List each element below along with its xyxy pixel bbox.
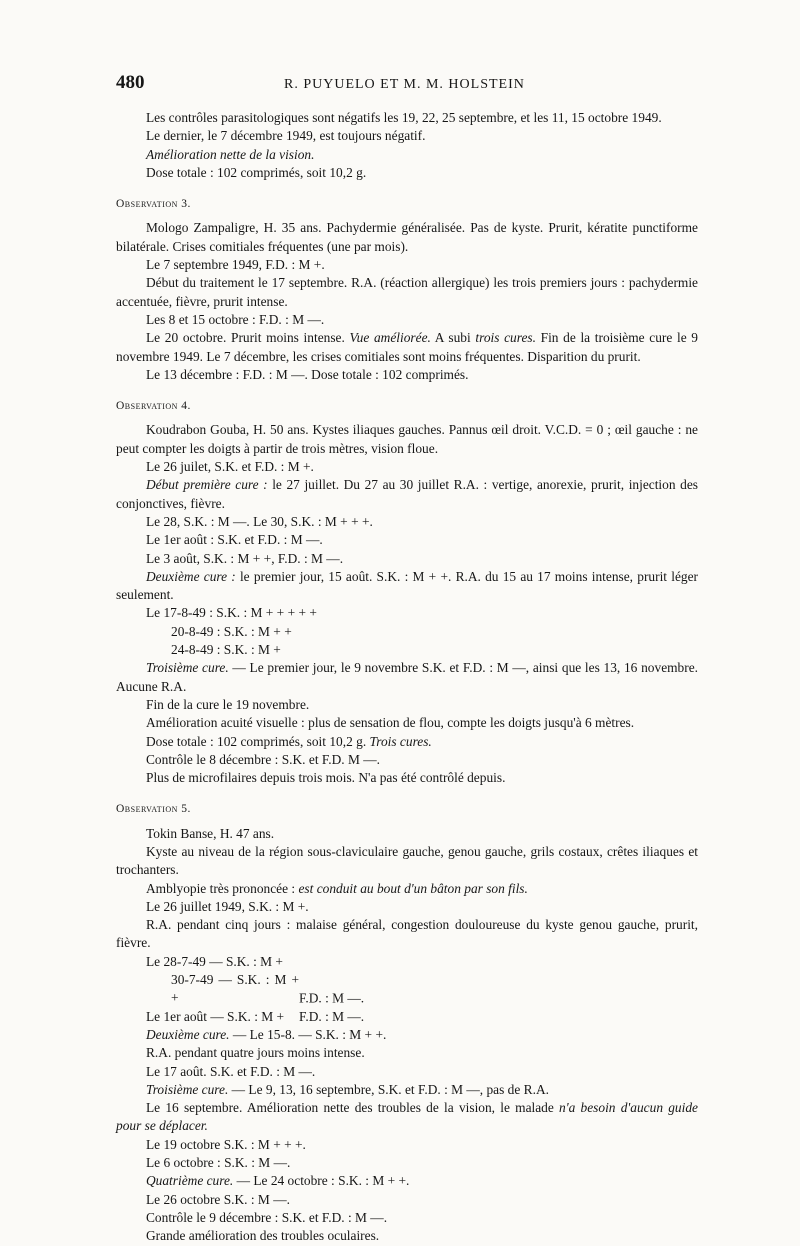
paragraph: [116, 1172, 698, 1190]
text-run: Amblyopie très prononcée :: [146, 880, 299, 896]
text-run: Observation 4.: [116, 400, 191, 413]
result-line: 20-8-49 : S.K. : M + +: [171, 623, 292, 639]
result-line: Le 28-7-49 — S.K. : M +: [146, 953, 283, 969]
italic-text: Troisième cure.: [146, 1081, 229, 1097]
paragraph: Le 28, S.K. : M —. Le 30, S.K. : M + + +.: [146, 513, 373, 529]
paragraph: Le 17 août. S.K. et F.D. : M —.: [146, 1063, 316, 1079]
paragraph: Fin de la cure le 19 novembre.: [146, 696, 310, 712]
italic-text: Deuxième cure.: [146, 1026, 230, 1042]
result-line: [116, 971, 698, 1008]
paragraph: Le 26 juillet 1949, S.K. : M +.: [146, 898, 309, 914]
paragraph: Le 19 octobre S.K. : M + + +.: [146, 1136, 306, 1152]
paragraph: Le 26 juilet, S.K. et F.D. : M +.: [146, 459, 314, 475]
italic-text: n'a besoin d'aucun guide pour se déplacer.: [116, 1100, 698, 1134]
paragraph: R.A. pendant quatre jours moins intense.: [146, 1045, 365, 1061]
paragraph: [116, 1081, 698, 1099]
paragraph: Koudrabon Gouba, H. 50 ans. Kystes iliaques gauches. Pannus œil droit. V.C.D. = 0 ; œil gauche : ne peut compter les doigts à partir de trois mètres, vision floue.: [116, 422, 698, 456]
italic-text: Amélioration nette de la vision.: [146, 146, 315, 162]
text-run: Le 1er août — S.K. : M +: [146, 1008, 285, 1024]
italic-text: Trois cures.: [369, 733, 432, 749]
paragraph: [116, 1099, 698, 1136]
paragraph: Le 26 octobre S.K. : M —.: [146, 1191, 290, 1207]
paragraph: Le 3 août, S.K. : M + +, F.D. : M —.: [146, 550, 344, 566]
italic-text: est conduit au bout d'un bâton par son fils.: [298, 880, 528, 896]
paragraph: Les contrôles parasitologiques sont négatifs les 19, 22, 25 septembre, et les 11, 15 octobre 1949.: [146, 110, 662, 125]
text-run: — Le premier jour, le 9 novembre S.K. et F.D. : M —, ainsi que les 13, 16 novembre. Aucune R.A.: [116, 660, 698, 694]
paragraph: Grande amélioration des troubles oculaires.: [146, 1228, 380, 1244]
text-run: Fin de la troisième cure le 9 novembre 1949. Le 7 décembre, les crises comitiales sont moins fréquentes. Disparition du prurit.: [116, 330, 698, 364]
text-run: le 27 juillet. Du 27 au 30 juillet R.A. : vertige, anorexie, prurit, injection des conjonctives, fièvre.: [116, 477, 698, 511]
result-line: [116, 1008, 698, 1026]
text-run: Le 16 septembre. Amélioration nette des troubles de la vision, le malade: [146, 1100, 560, 1116]
page-number: 480: [116, 72, 145, 93]
paragraph: [116, 329, 698, 366]
paragraph: Début du traitement le 17 septembre. R.A. (réaction allergique) les trois premiers jours : pachydermie accentuée, fièvre, prurit intense.: [116, 275, 698, 309]
paragraph: Le 6 octobre : S.K. : M —.: [146, 1155, 291, 1171]
running-title: R. PUYUELO ET M. M. HOLSTEIN: [284, 77, 525, 92]
text-run: Observation 5.: [116, 803, 191, 816]
result-line: 24-8-49 : S.K. : M +: [171, 642, 281, 658]
paragraph: Le 1er août : S.K. et F.D. : M —.: [146, 532, 323, 548]
italic-text: Vue améliorée.: [349, 330, 431, 346]
result-line: Le 17-8-49 : S.K. : M + + + + +: [146, 605, 317, 621]
text-run: — Le 24 octobre : S.K. : M + +.: [233, 1173, 410, 1189]
paragraph: [116, 476, 698, 513]
text-run: le premier jour, 15 août. S.K. : M + +. R.A. du 15 au 17 moins intense, prurit léger seulement.: [116, 568, 698, 603]
paragraph: Le 7 septembre 1949, F.D. : M +.: [146, 257, 325, 273]
paragraph: Le dernier, le 7 décembre 1949, est toujours négatif.: [146, 128, 426, 144]
section-heading-observation-4: [116, 397, 698, 415]
italic-text: Troisième cure.: [146, 660, 229, 676]
italic-text: Deuxième cure :: [146, 568, 236, 584]
text-run: F.D. : M —.: [299, 1008, 365, 1024]
italic-text: trois cures.: [475, 330, 536, 346]
paragraph: [116, 733, 698, 751]
text-run: Observation 3.: [116, 198, 191, 211]
paragraph: [116, 146, 698, 164]
italic-text: Début première cure :: [146, 477, 268, 493]
paragraph: Mologo Zampaligre, H. 35 ans. Pachydermie généralisée. Pas de kyste. Prurit, kératite punctiforme bilatérale. Crises comitiales fréquentes (une par mois).: [116, 220, 698, 254]
paragraph: Contrôle le 9 décembre : S.K. et F.D. : M —.: [146, 1209, 388, 1225]
paragraph: Tokin Banse, H. 47 ans.: [146, 825, 275, 841]
paragraph: Le 13 décembre : F.D. : M —. Dose totale : 102 comprimés.: [146, 366, 469, 382]
paragraph: Plus de microfilaires depuis trois mois. N'a pas été contrôlé depuis.: [146, 770, 506, 786]
paragraph: Kyste au niveau de la région sous-claviculaire gauche, genou gauche, grils costaux, crêtes iliaques et trochanters.: [116, 843, 698, 878]
page-body: [116, 109, 698, 1246]
paragraph: [116, 1026, 698, 1044]
paragraph: Dose totale : 102 comprimés, soit 10,2 g.: [146, 164, 367, 180]
text-run: Dose totale : 102 comprimés, soit 10,2 g.: [146, 733, 370, 749]
paragraph: [116, 659, 698, 696]
text-run: — Le 9, 13, 16 septembre, S.K. et F.D. : M —, pas de R.A.: [228, 1081, 549, 1097]
text-run: A subi: [430, 330, 476, 346]
text-run: 30-7-49 — S.K. : M + +: [171, 972, 299, 1006]
page-header: [116, 72, 706, 98]
paragraph: R.A. pendant cinq jours : malaise général, congestion douloureuse du kyste genou gauche, prurit, fièvre.: [116, 917, 698, 951]
section-heading-observation-5: [116, 800, 698, 818]
paragraph: Contrôle le 8 décembre : S.K. et F.D. M —.: [146, 751, 380, 767]
italic-text: Quatrième cure.: [146, 1173, 234, 1189]
paragraph: Les 8 et 15 octobre : F.D. : M —.: [146, 311, 325, 327]
paragraph: Amélioration acuité visuelle : plus de sensation de flou, compte les doigts jusqu'à 6 mètres.: [146, 715, 635, 731]
section-heading-observation-3: [116, 195, 698, 213]
text-run: Le 20 octobre. Prurit moins intense.: [146, 330, 350, 346]
text-run: — Le 15-8. — S.K. : M + +.: [229, 1026, 387, 1042]
paragraph: [116, 880, 698, 898]
text-run: F.D. : M —.: [299, 990, 365, 1006]
paragraph: [116, 568, 698, 605]
